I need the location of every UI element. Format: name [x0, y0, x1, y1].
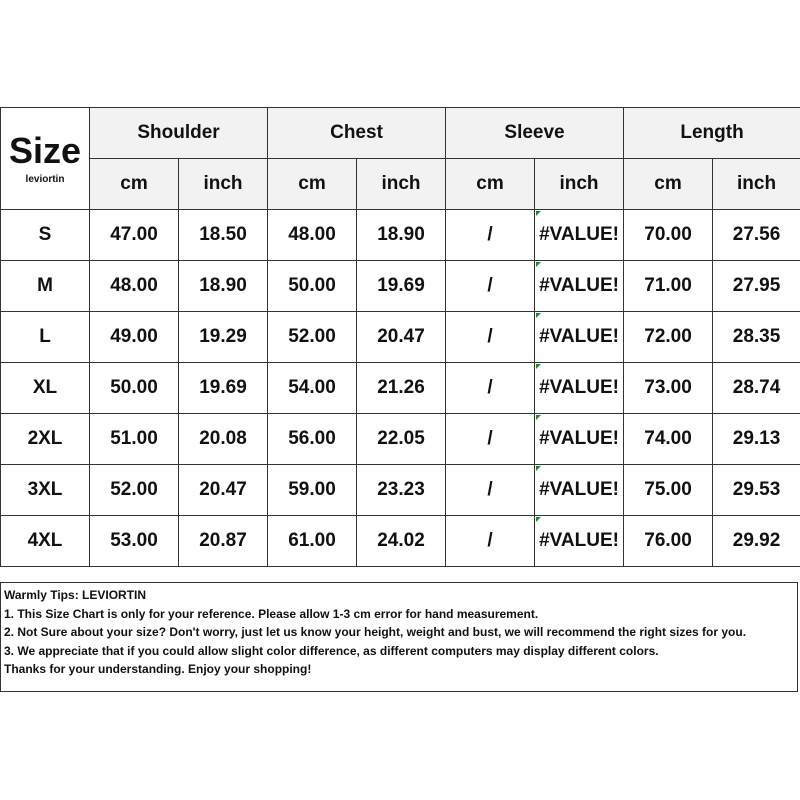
unit-inch: inch — [179, 159, 268, 210]
table-cell: 59.00 — [268, 465, 357, 516]
table-cell: 76.00 — [624, 516, 713, 567]
size-label-cell: XL — [1, 363, 90, 414]
table-cell: 71.00 — [624, 261, 713, 312]
table-cell: 51.00 — [90, 414, 179, 465]
unit-inch: inch — [713, 159, 800, 210]
table-cell: 19.29 — [179, 312, 268, 363]
size-corner-cell — [1, 108, 90, 210]
header-row-groups — [1, 108, 800, 159]
table-cell: 28.74 — [713, 363, 800, 414]
table-cell: 50.00 — [90, 363, 179, 414]
table-cell: #VALUE! — [535, 210, 624, 261]
table-cell: 48.00 — [90, 261, 179, 312]
table-cell: 70.00 — [624, 210, 713, 261]
table-cell: 21.26 — [357, 363, 446, 414]
tip-line: 1. This Size Chart is only for your reference. Please allow 1-3 cm error for hand measurement. — [4, 606, 539, 621]
header-chest: Chest — [268, 108, 446, 159]
table-cell: #VALUE! — [535, 261, 624, 312]
size-label-cell: S — [1, 210, 90, 261]
unit-cm: cm — [446, 159, 535, 210]
table-row — [1, 465, 800, 516]
unit-inch: inch — [357, 159, 446, 210]
header-length: Length — [624, 108, 800, 159]
unit-inch: inch — [535, 159, 624, 210]
table-cell: 18.50 — [179, 210, 268, 261]
table-cell: 75.00 — [624, 465, 713, 516]
table-cell: 24.02 — [357, 516, 446, 567]
table-cell: 23.23 — [357, 465, 446, 516]
table-cell: 29.13 — [713, 414, 800, 465]
table-cell: 73.00 — [624, 363, 713, 414]
table-cell: #VALUE! — [535, 363, 624, 414]
table-cell: / — [446, 312, 535, 363]
table-cell: 56.00 — [268, 414, 357, 465]
table-row — [1, 516, 800, 567]
table-cell: 53.00 — [90, 516, 179, 567]
table-cell: 20.87 — [179, 516, 268, 567]
header-row-units — [1, 159, 800, 210]
size-chart-table — [0, 107, 800, 567]
table-cell: #VALUE! — [535, 414, 624, 465]
table-cell: 27.95 — [713, 261, 800, 312]
table-cell: 19.69 — [179, 363, 268, 414]
table-row — [1, 261, 800, 312]
size-label-cell: 2XL — [1, 414, 90, 465]
brand-label: leviortin — [25, 174, 65, 185]
table-cell: / — [446, 414, 535, 465]
table-row — [1, 210, 800, 261]
size-label-cell: 3XL — [1, 465, 90, 516]
table-cell: 20.47 — [357, 312, 446, 363]
table-cell: 74.00 — [624, 414, 713, 465]
tip-line: 3. We appreciate that if you could allow slight color difference, as different computers may display different colors. — [4, 643, 659, 658]
size-label-cell: L — [1, 312, 90, 363]
table-cell: 20.08 — [179, 414, 268, 465]
table-row — [1, 312, 800, 363]
tips-heading: Warmly Tips: LEVIORTIN — [4, 588, 147, 602]
unit-cm: cm — [624, 159, 713, 210]
table-cell: 18.90 — [179, 261, 268, 312]
table-cell: 19.69 — [357, 261, 446, 312]
table-cell: 52.00 — [268, 312, 357, 363]
table-cell: / — [446, 363, 535, 414]
size-label-cell: M — [1, 261, 90, 312]
unit-cm: cm — [90, 159, 179, 210]
tip-line: Thanks for your understanding. Enjoy your shopping! — [4, 662, 312, 676]
table-cell: 47.00 — [90, 210, 179, 261]
table-cell: 29.53 — [713, 465, 800, 516]
table-cell: / — [446, 210, 535, 261]
header-sleeve: Sleeve — [446, 108, 624, 159]
header-shoulder: Shoulder — [90, 108, 268, 159]
table-row — [1, 414, 800, 465]
tips-box — [0, 582, 798, 692]
table-cell: #VALUE! — [535, 516, 624, 567]
table-cell: / — [446, 516, 535, 567]
table-cell: #VALUE! — [535, 312, 624, 363]
table-cell: 52.00 — [90, 465, 179, 516]
table-cell: 22.05 — [357, 414, 446, 465]
table-cell: 50.00 — [268, 261, 357, 312]
unit-cm: cm — [268, 159, 357, 210]
table-cell: 49.00 — [90, 312, 179, 363]
table-cell: 54.00 — [268, 363, 357, 414]
table-row — [1, 363, 800, 414]
table-cell: 61.00 — [268, 516, 357, 567]
tip-line: 2. Not Sure about your size? Don't worry, just let us know your height, weight and bust, we will recommend the right sizes for you. — [4, 625, 747, 639]
table-cell: 29.92 — [713, 516, 800, 567]
table-cell: / — [446, 261, 535, 312]
table-cell: 72.00 — [624, 312, 713, 363]
table-cell: 48.00 — [268, 210, 357, 261]
table-cell: 28.35 — [713, 312, 800, 363]
size-title: Size — [8, 130, 82, 171]
size-label-cell: 4XL — [1, 516, 90, 567]
table-cell: / — [446, 465, 535, 516]
table-cell: 27.56 — [713, 210, 800, 261]
table-cell: #VALUE! — [535, 465, 624, 516]
table-cell: 20.47 — [179, 465, 268, 516]
table-cell: 18.90 — [357, 210, 446, 261]
